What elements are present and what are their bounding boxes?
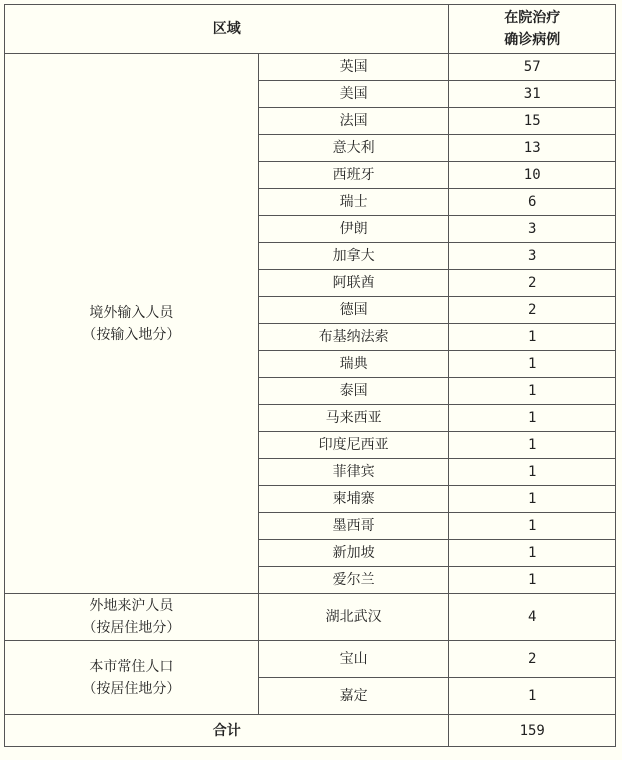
place-cell: 布基纳法索 [258, 324, 449, 351]
group-name-line2: （按居住地分） [82, 620, 181, 636]
case-count-cell: 1 [449, 378, 616, 405]
place-cell: 马来西亚 [258, 405, 449, 432]
case-count-cell: 2 [449, 297, 616, 324]
group-name-cell [5, 54, 259, 594]
case-count-cell: 1 [449, 540, 616, 567]
case-count-cell: 1 [449, 678, 616, 715]
place-cell: 英国 [258, 54, 449, 81]
group-name-cell [5, 594, 259, 641]
table-row [5, 641, 616, 678]
place-cell: 法国 [258, 108, 449, 135]
case-count-cell: 3 [449, 243, 616, 270]
total-row [5, 715, 616, 747]
place-cell: 意大利 [258, 135, 449, 162]
case-count-cell: 15 [449, 108, 616, 135]
header-cases [449, 5, 616, 54]
place-cell: 瑞典 [258, 351, 449, 378]
case-count-cell: 1 [449, 486, 616, 513]
group-name-line2: （按居住地分） [82, 680, 181, 697]
place-cell: 泰国 [258, 378, 449, 405]
place-cell: 阿联酋 [258, 270, 449, 297]
table-row [5, 594, 616, 641]
place-cell: 菲律宾 [258, 459, 449, 486]
place-cell: 印度尼西亚 [258, 432, 449, 459]
case-count-cell: 1 [449, 459, 616, 486]
group-name-line1: 本市常住人口 [89, 658, 174, 675]
place-cell: 伊朗 [258, 216, 449, 243]
case-count-cell: 31 [449, 81, 616, 108]
header-region: 区域 [5, 5, 449, 54]
case-count-cell: 3 [449, 216, 616, 243]
header-cases-line1: 在院治疗 [504, 10, 561, 26]
group-name-line2: （按输入地分） [82, 326, 181, 343]
case-count-cell: 1 [449, 405, 616, 432]
place-cell: 德国 [258, 297, 449, 324]
case-count-cell: 4 [449, 594, 616, 641]
place-cell: 美国 [258, 81, 449, 108]
case-table-body [5, 5, 616, 747]
case-count-cell: 1 [449, 432, 616, 459]
case-count-cell: 1 [449, 351, 616, 378]
case-count-cell: 2 [449, 641, 616, 678]
group-name-line1: 外地来沪人员 [89, 598, 174, 614]
place-cell: 新加坡 [258, 540, 449, 567]
case-table [4, 4, 616, 747]
header-row [5, 5, 616, 54]
total-value: 159 [449, 715, 616, 747]
place-cell: 加拿大 [258, 243, 449, 270]
case-count-cell: 2 [449, 270, 616, 297]
group-name-cell [5, 641, 259, 715]
case-count-cell: 1 [449, 513, 616, 540]
place-cell: 湖北武汉 [258, 594, 449, 641]
place-cell: 宝山 [258, 641, 449, 678]
case-count-cell: 1 [449, 324, 616, 351]
place-cell: 西班牙 [258, 162, 449, 189]
place-cell: 爱尔兰 [258, 567, 449, 594]
table-row [5, 54, 616, 81]
place-cell: 墨西哥 [258, 513, 449, 540]
total-label: 合计 [5, 715, 449, 747]
case-count-cell: 6 [449, 189, 616, 216]
group-name-line1: 境外输入人员 [89, 304, 174, 321]
case-count-cell: 10 [449, 162, 616, 189]
place-cell: 嘉定 [258, 678, 449, 715]
case-count-cell: 57 [449, 54, 616, 81]
place-cell: 瑞士 [258, 189, 449, 216]
case-count-cell: 1 [449, 567, 616, 594]
case-count-cell: 13 [449, 135, 616, 162]
header-cases-line2: 确诊病例 [504, 32, 561, 48]
place-cell: 柬埔寨 [258, 486, 449, 513]
